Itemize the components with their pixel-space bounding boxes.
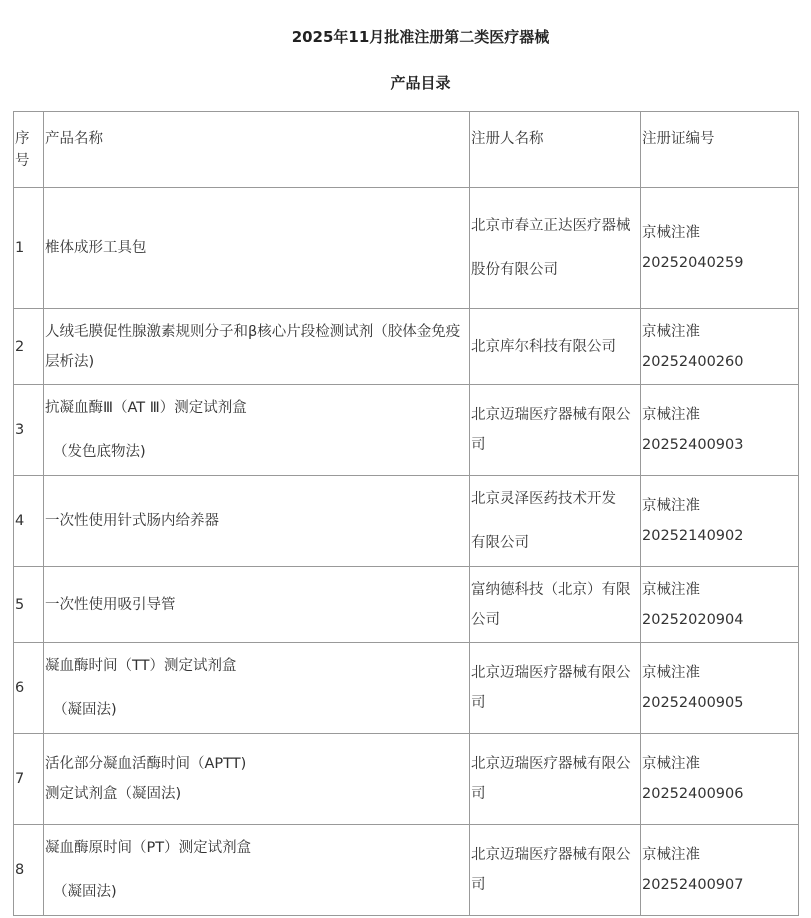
header-seq: 序号: [14, 112, 44, 188]
document-title: 2025年11月批准注册第二类医疗器械: [291, 28, 550, 46]
cell-product: [44, 825, 470, 916]
table-row: [14, 476, 799, 567]
cell-registrant-line: 北京市春立正达医疗器械: [471, 218, 631, 234]
table-row: [14, 734, 799, 825]
cell-registrant-line: 北京迈瑞医疗器械有限公司: [471, 847, 631, 893]
cell-registrant-line: 北京灵泽医药技术开发: [471, 491, 616, 507]
table-body: [14, 188, 799, 916]
table-row: [14, 309, 799, 385]
cell-cert-line: 京械注准: [642, 323, 700, 340]
table-header-row: [14, 112, 799, 188]
cell-seq: 2: [14, 309, 44, 385]
cell-product: [44, 567, 470, 643]
cell-product-line: 人绒毛膜促性腺激素规则分子和β核心片段检测试剂（胶体金免疫层析法): [45, 323, 461, 370]
cell-cert: [641, 385, 799, 476]
product-catalog-table: [13, 111, 799, 916]
cell-product-line: 抗凝血酶Ⅲ（AT Ⅲ）测定试剂盒: [45, 400, 247, 416]
cell-cert-line: 京械注准: [642, 847, 700, 863]
header-cert-number: [641, 112, 799, 188]
cell-cert-line: 京械注准: [642, 665, 700, 681]
cell-registrant: [470, 643, 641, 734]
cell-registrant-line: 股份有限公司: [471, 262, 558, 278]
cell-registrant-line: 北京迈瑞医疗器械有限公司: [471, 665, 631, 711]
cell-product-line: 一次性使用针式肠内给养器: [45, 513, 219, 529]
cell-product-line: 椎体成形工具包: [45, 240, 147, 256]
cell-registrant-line: 北京迈瑞医疗器械有限公司: [471, 756, 631, 802]
table-row: [14, 825, 799, 916]
cell-cert-line: 京械注准: [642, 581, 700, 598]
cell-cert-line: 20252400907: [642, 877, 744, 893]
cell-product: [44, 734, 470, 825]
table-row: [14, 567, 799, 643]
header-product-name-label: 产品名称: [45, 131, 103, 147]
table-row: [14, 188, 799, 309]
document-subtitle: 产品目录: [390, 74, 451, 92]
cell-registrant: [470, 825, 641, 916]
cell-seq: 1: [14, 188, 44, 309]
cell-product-line: 一次性使用吸引导管: [45, 596, 176, 613]
cell-seq: 6: [14, 643, 44, 734]
cell-registrant: [470, 385, 641, 476]
cell-cert-line: 京械注准: [642, 407, 700, 423]
header-registrant-name-label: 注册人名称: [471, 131, 544, 147]
cell-cert: [641, 825, 799, 916]
header-product-name: [44, 112, 470, 188]
cell-registrant-line: 北京库尔科技有限公司: [471, 338, 616, 355]
header-cert-number-label: 注册证编号: [642, 131, 715, 147]
cell-cert: [641, 309, 799, 385]
cell-seq: 5: [14, 567, 44, 643]
cell-product-line: （凝固法): [53, 702, 117, 718]
cell-registrant: [470, 476, 641, 567]
cell-cert-line: 20252400260: [642, 353, 744, 370]
cell-cert-line: 20252140902: [642, 528, 744, 544]
cell-cert-line: 20252020904: [642, 611, 744, 628]
cell-product-line: 活化部分凝血活酶时间（APTT): [45, 756, 247, 772]
cell-cert: [641, 734, 799, 825]
cell-product: [44, 643, 470, 734]
cell-registrant-line: 北京迈瑞医疗器械有限公司: [471, 407, 631, 453]
cell-registrant: [470, 309, 641, 385]
cell-seq: 4: [14, 476, 44, 567]
cell-product-line: （发色底物法): [53, 444, 146, 460]
header-registrant-name: [470, 112, 641, 188]
table-row: [14, 385, 799, 476]
cell-registrant: [470, 567, 641, 643]
cell-cert-line: 20252040259: [642, 255, 744, 271]
cell-product-line: 凝血酶原时间（PT）测定试剂盒: [45, 840, 252, 856]
cell-cert-line: 20252400905: [642, 695, 744, 711]
cell-product: [44, 188, 470, 309]
cell-cert-line: 20252400903: [642, 437, 744, 453]
cell-product: [44, 476, 470, 567]
cell-product-line: 测定试剂盒（凝固法): [45, 786, 182, 802]
cell-registrant-line: 有限公司: [471, 535, 529, 551]
cell-product: [44, 309, 470, 385]
cell-registrant: [470, 734, 641, 825]
cell-cert-line: 京械注准: [642, 225, 700, 241]
table-row: [14, 643, 799, 734]
cell-product-line: 凝血酶时间（TT）测定试剂盒: [45, 658, 237, 674]
cell-seq: 3: [14, 385, 44, 476]
cell-cert-line: 20252400906: [642, 786, 744, 802]
cell-cert: [641, 188, 799, 309]
cell-registrant-line: 富纳德科技（北京）有限公司: [471, 581, 631, 628]
cell-product-line: （凝固法): [53, 884, 117, 900]
cell-cert: [641, 643, 799, 734]
cell-cert: [641, 476, 799, 567]
cell-registrant: [470, 188, 641, 309]
cell-seq: 8: [14, 825, 44, 916]
cell-cert-line: 京械注准: [642, 498, 700, 514]
cell-cert-line: 京械注准: [642, 756, 700, 772]
cell-product: [44, 385, 470, 476]
cell-seq: 7: [14, 734, 44, 825]
cell-cert: [641, 567, 799, 643]
